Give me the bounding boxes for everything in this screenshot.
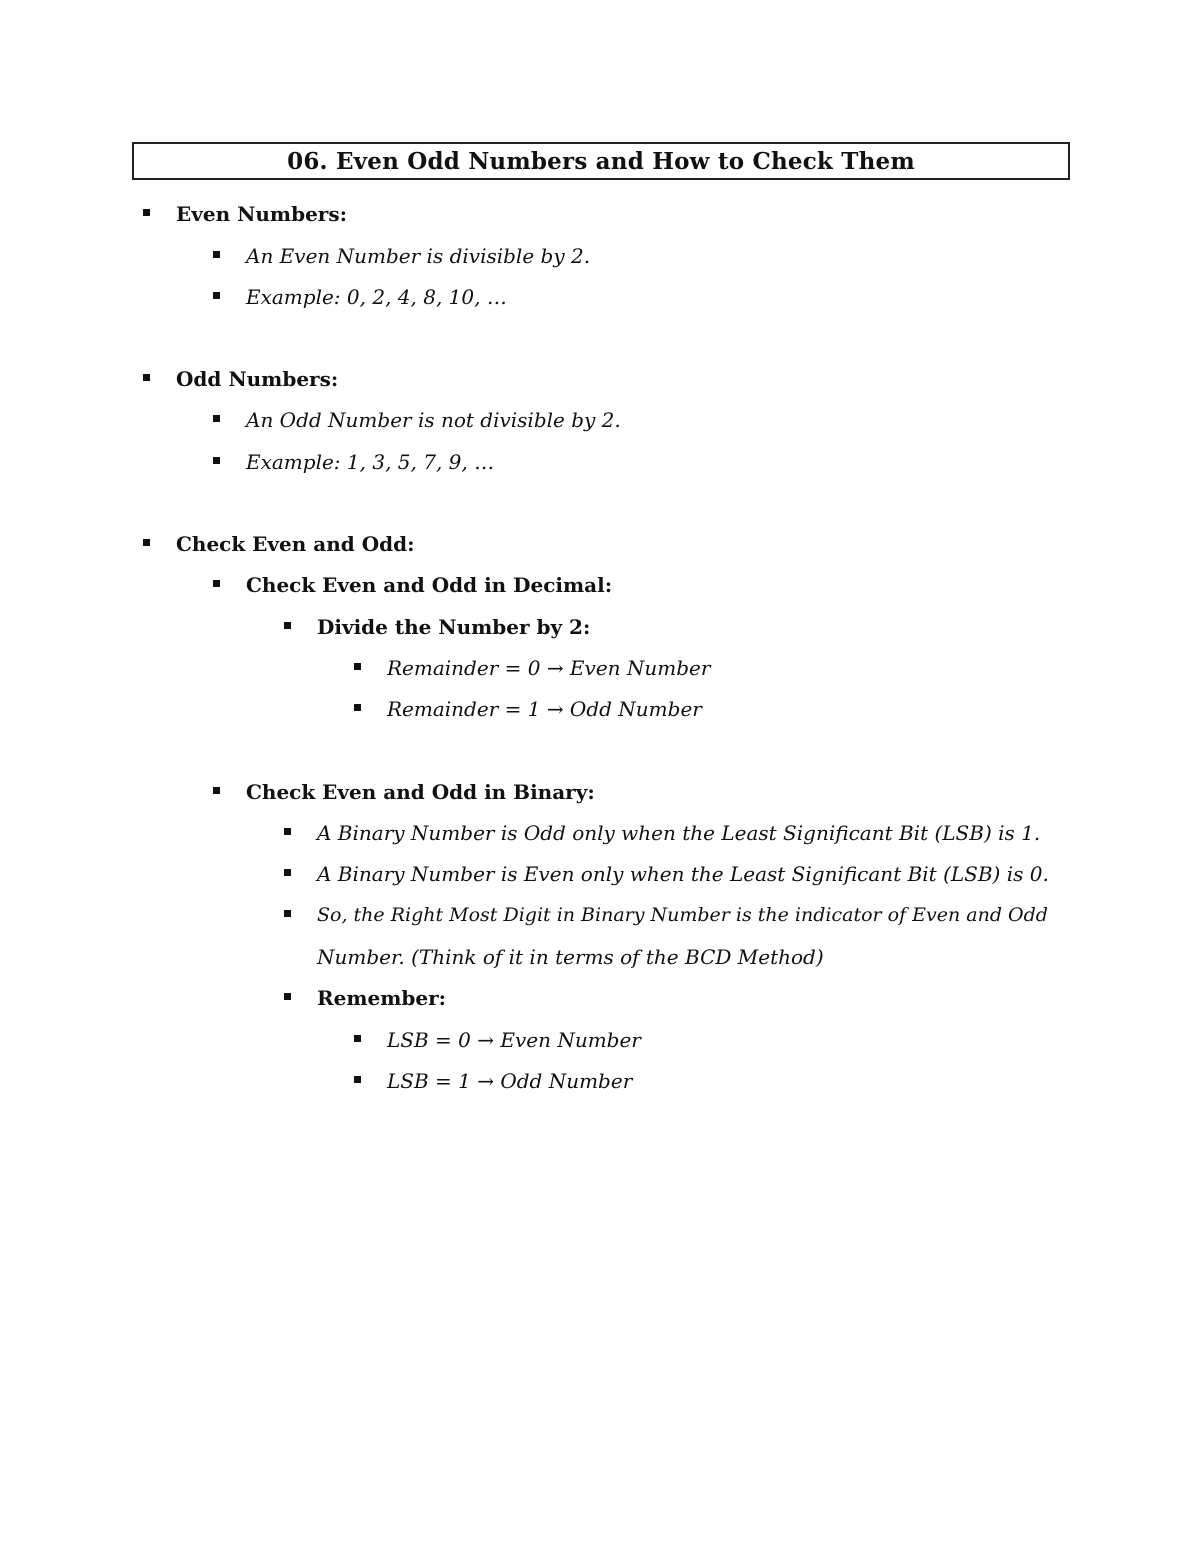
bullet-icon [354, 1035, 361, 1042]
bullet-icon [213, 415, 220, 422]
bullet-icon [143, 209, 150, 216]
remember-heading: Remember: [317, 986, 447, 1010]
section-heading-check: Check Even and Odd: [176, 532, 415, 556]
binary-point-even: A Binary Number is Even only when the Least Significant Bit (LSB) is 0. [317, 862, 1049, 886]
binary-point-indicator-line1: So, the Right Most Digit in Binary Number is the indicator of Even and Odd [317, 904, 1048, 926]
bullet-icon [213, 580, 220, 587]
binary-point-odd: A Binary Number is Odd only when the Least Significant Bit (LSB) is 1. [317, 821, 1041, 845]
binary-heading: Check Even and Odd in Binary: [246, 780, 595, 804]
bullet-icon [213, 457, 220, 464]
title-box [132, 142, 1070, 180]
bullet-icon [143, 539, 150, 546]
section-heading-even: Even Numbers: [176, 202, 347, 226]
bullet-icon [213, 251, 220, 258]
bullet-icon [284, 869, 291, 876]
even-example: Example: 0, 2, 4, 8, 10, … [246, 285, 507, 309]
bullet-icon [284, 828, 291, 835]
bullet-icon [213, 292, 220, 299]
bullet-icon [284, 993, 291, 1000]
section-heading-odd: Odd Numbers: [176, 367, 339, 391]
even-definition: An Even Number is divisible by 2. [246, 244, 591, 268]
bullet-icon [143, 374, 150, 381]
binary-point-indicator-line2: Number. (Think of it in terms of the BCD Method) [317, 945, 824, 969]
decimal-rule-odd: Remainder = 1 → Odd Number [387, 697, 702, 721]
decimal-method: Divide the Number by 2: [317, 615, 591, 639]
bullet-icon [284, 910, 291, 917]
bullet-icon [354, 704, 361, 711]
lsb-even: LSB = 0 → Even Number [387, 1028, 641, 1052]
odd-example: Example: 1, 3, 5, 7, 9, … [246, 450, 495, 474]
decimal-heading: Check Even and Odd in Decimal: [246, 573, 613, 597]
decimal-rule-even: Remainder = 0 → Even Number [387, 656, 711, 680]
bullet-icon [354, 663, 361, 670]
bullet-icon [213, 787, 220, 794]
bullet-icon [284, 622, 291, 629]
odd-definition: An Odd Number is not divisible by 2. [246, 408, 621, 432]
bullet-icon [354, 1076, 361, 1083]
lsb-odd: LSB = 1 → Odd Number [387, 1069, 633, 1093]
page-title: 06. Even Odd Numbers and How to Check Them [287, 147, 915, 175]
